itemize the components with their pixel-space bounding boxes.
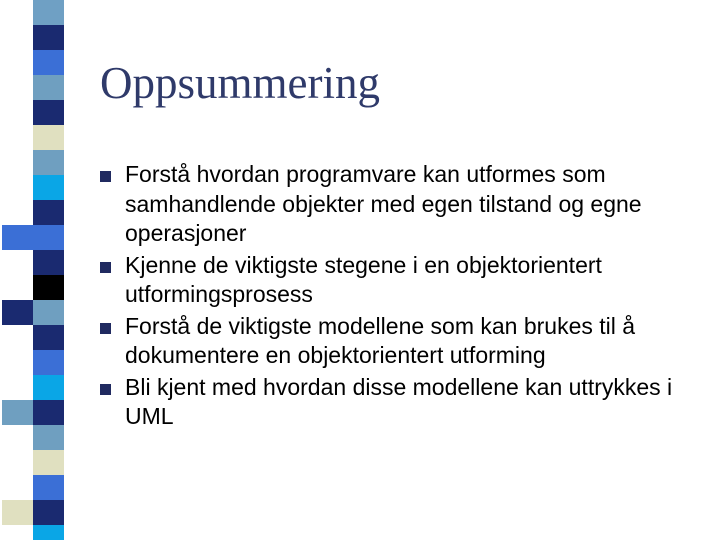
stripe-block — [33, 200, 64, 225]
stripe-block — [33, 425, 64, 450]
square-bullet-icon — [100, 384, 111, 395]
slide-title: Oppsummering — [100, 58, 380, 108]
stripe-block — [33, 375, 64, 400]
stripe-block — [33, 500, 64, 525]
stripe-block — [33, 125, 64, 150]
stripe-block — [33, 175, 64, 200]
square-bullet-icon — [100, 262, 111, 273]
stripe-block — [33, 75, 64, 100]
stripe-block — [33, 150, 64, 175]
stripe-block — [33, 450, 64, 475]
bullet-item — [100, 312, 710, 371]
bullet-item — [100, 160, 710, 249]
stripe-block — [2, 500, 33, 525]
stripe-block — [33, 100, 64, 125]
stripe-block — [33, 525, 64, 540]
stripe-block — [2, 300, 33, 325]
bullet-text: Forstå de viktigste modellene som kan brukes til å dokumentere en objektorientert utforming — [125, 312, 636, 368]
stripe-block — [33, 475, 64, 500]
stripe-block — [33, 25, 64, 50]
stripe-block — [33, 50, 64, 75]
decorative-stripe — [0, 0, 64, 540]
stripe-block — [33, 275, 64, 300]
stripe-block — [33, 250, 64, 275]
stripe-block — [33, 400, 64, 425]
bullet-text: Bli kjent med hvordan disse modellene kan uttrykkes i UML — [125, 373, 673, 429]
bullet-text: Forstå hvordan programvare kan utformes som samhandlende objekter med egen tilstand og egne operasjoner — [125, 161, 642, 246]
stripe-block — [33, 350, 64, 375]
bullet-text: Kjenne de viktigste stegene i en objektorientert utformingsprosess — [125, 251, 602, 307]
stripe-block — [33, 0, 64, 25]
stripe-block — [33, 225, 64, 250]
stripe-block — [2, 400, 33, 425]
square-bullet-icon — [100, 323, 111, 334]
stripe-block — [33, 325, 64, 350]
bullet-item — [100, 373, 710, 432]
stripe-block — [2, 225, 33, 250]
stripe-block — [33, 300, 64, 325]
bullet-list — [100, 160, 710, 434]
square-bullet-icon — [100, 171, 111, 182]
bullet-item — [100, 251, 710, 310]
